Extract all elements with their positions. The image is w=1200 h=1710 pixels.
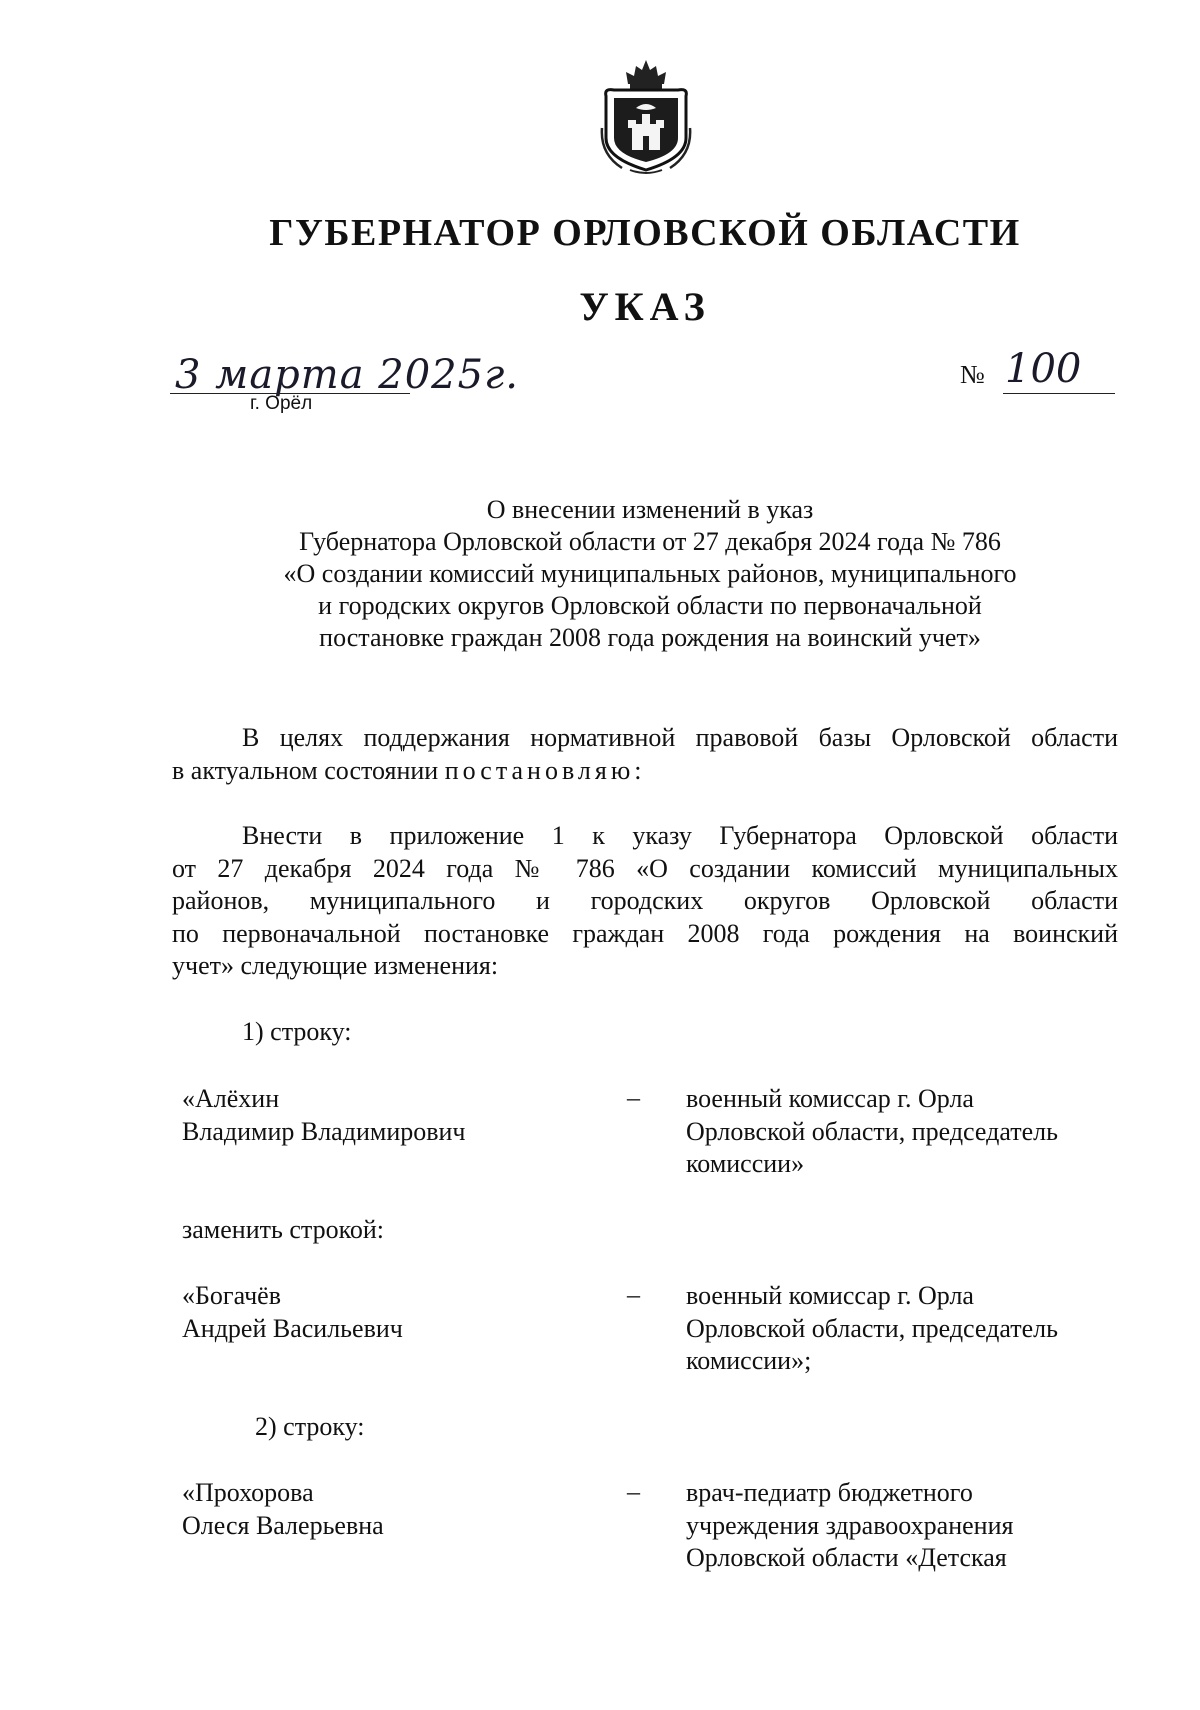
subject-line: «О создании комиссий муниципальных районов, муниципального <box>283 559 1017 588</box>
coat-of-arms-emblem <box>600 58 692 176</box>
item-1-old-position <box>686 1083 1058 1181</box>
dash: – <box>627 1083 640 1112</box>
body-line: районов, муниципального и городских округов Орловской области <box>172 886 1118 915</box>
dash: – <box>627 1280 640 1309</box>
preamble-line: В целях поддержания нормативной правовой базы Орловской области <box>242 723 1118 752</box>
subject-line: Губернатора Орловской области от 27 декабря 2024 года № 786 <box>299 527 1001 556</box>
number-label: № <box>960 360 985 389</box>
position-line: учреждения здравоохранения <box>686 1510 1014 1540</box>
preamble-line <box>172 755 1118 788</box>
document-type: УКАЗ <box>579 284 711 329</box>
issuer-title: ГУБЕРНАТОР ОРЛОВСКОЙ ОБЛАСТИ <box>269 212 1021 254</box>
body-line: по первоначальной постановке граждан 2008 года рождения на воинский <box>172 918 1118 948</box>
position-line: военный комиссар г. Орла <box>686 1084 974 1113</box>
item-2-old-position <box>686 1477 1013 1575</box>
position-line: врач-педиатр бюджетного <box>686 1478 973 1507</box>
subject-line: постановке граждан 2008 года рождения на воинский учет» <box>319 623 981 652</box>
city-label: г. Орёл <box>250 393 313 414</box>
position-line: Орловской области «Детская <box>686 1543 1007 1572</box>
body-line: Внести в приложение 1 к указу Губернатора Орловской области <box>242 821 1118 850</box>
body-paragraph <box>172 820 1118 983</box>
position-line: военный комиссар г. Орла <box>686 1281 974 1310</box>
item-1-new-name <box>182 1280 403 1345</box>
handwritten-number: 100 <box>1005 346 1082 392</box>
name-line: «Алёхин <box>182 1084 280 1113</box>
document-subject <box>200 494 1100 654</box>
name-line: Андрей Васильевич <box>182 1313 403 1343</box>
subject-line: и городских округов Орловской области по первоначальной <box>318 591 982 620</box>
position-line: комиссии»; <box>686 1346 812 1375</box>
name-line: «Богачёв <box>182 1281 281 1310</box>
decree-verb: постановляю: <box>444 755 646 785</box>
replace-label: заменить строкой: <box>182 1215 385 1244</box>
subject-line: О внесении изменений в указ <box>486 495 814 524</box>
preamble-text: в актуальном состоянии <box>172 755 445 785</box>
name-line: Олеся Валерьевна <box>182 1510 384 1540</box>
position-line: комиссии» <box>686 1149 805 1178</box>
handwritten-date: 3 марта 2025г. <box>175 352 519 398</box>
number-underline <box>1003 393 1115 394</box>
name-line: Владимир Владимирович <box>182 1116 466 1146</box>
item-2-old-name <box>182 1477 384 1542</box>
item-1-label: 1) строку: <box>242 1017 352 1046</box>
item-1-old-name <box>182 1083 466 1148</box>
preamble-paragraph <box>172 722 1118 787</box>
item-1-new-position <box>686 1280 1058 1378</box>
position-line: Орловской области, председатель <box>686 1116 1058 1146</box>
position-line: Орловской области, председатель <box>686 1313 1058 1343</box>
body-line: от 27 декабря 2024 года № 786 «О создании комиссий муниципальных <box>172 853 1118 883</box>
item-2-label: 2) строку: <box>255 1412 365 1441</box>
dash: – <box>627 1477 640 1506</box>
name-line: «Прохорова <box>182 1478 314 1507</box>
body-line: учет» следующие изменения: <box>172 951 499 980</box>
